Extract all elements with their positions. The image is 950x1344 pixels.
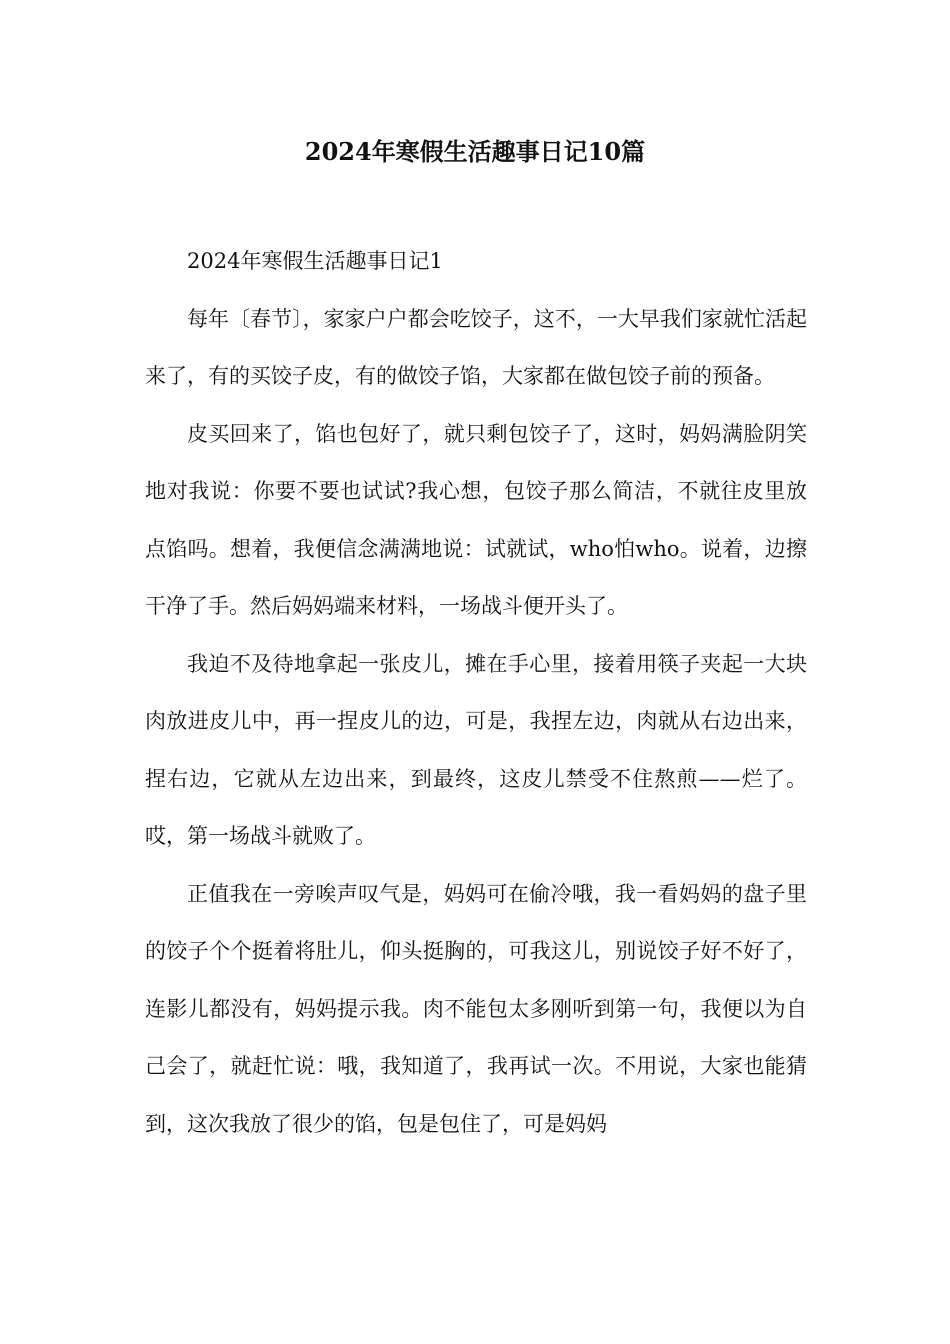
document-body (145, 233, 807, 1153)
paragraph-1: 每年〔春节〕，家家户户都会吃饺子，这不，一大早我们家就忙活起来了，有的买饺子皮，有的做饺子馅，大家都在做包饺子前的预备。 (145, 306, 807, 388)
paragraph-3: 我迫不及待地拿起一张皮儿，摊在手心里，接着用筷子夹起一大块肉放进皮儿中，再一捏皮儿的边，可是，我捏左边，肉就从右边出来，捏右边，它就从左边出来，到最终，这皮儿禁受不住熬煎——烂了。哎，第一场战斗就败了。 (145, 651, 807, 848)
document-title: 2024年寒假生活趣事日记10篇 (304, 137, 646, 166)
section-heading: 2024年寒假生活趣事日记1 (187, 249, 443, 273)
paragraph-4: 正值我在一旁唉声叹气是，妈妈可在偷冷哦，我一看妈妈的盘子里的饺子个个挺着将肚儿，仰头挺胸的，可我这儿，别说饺子好不好了，连影儿都没有，妈妈提示我。肉不能包太多刚听到第一句，我便以为自己会了，就赶忙说：哦，我知道了，我再试一次。不用说，大家也能猜到，这次我放了很少的馅，包是包住了，可是妈妈 (145, 881, 807, 1136)
paragraph-2: 皮买回来了，馅也包好了，就只剩包饺子了，这时，妈妈满脸阴笑地对我说：你要不要也试试?我心想，包饺子那么简洁，不就往皮里放点馅吗。想着，我便信念满满地说：试就试，who怕who。说着，边擦干净了手。然后妈妈端来材料，一场战斗便开头了。 (145, 421, 807, 618)
